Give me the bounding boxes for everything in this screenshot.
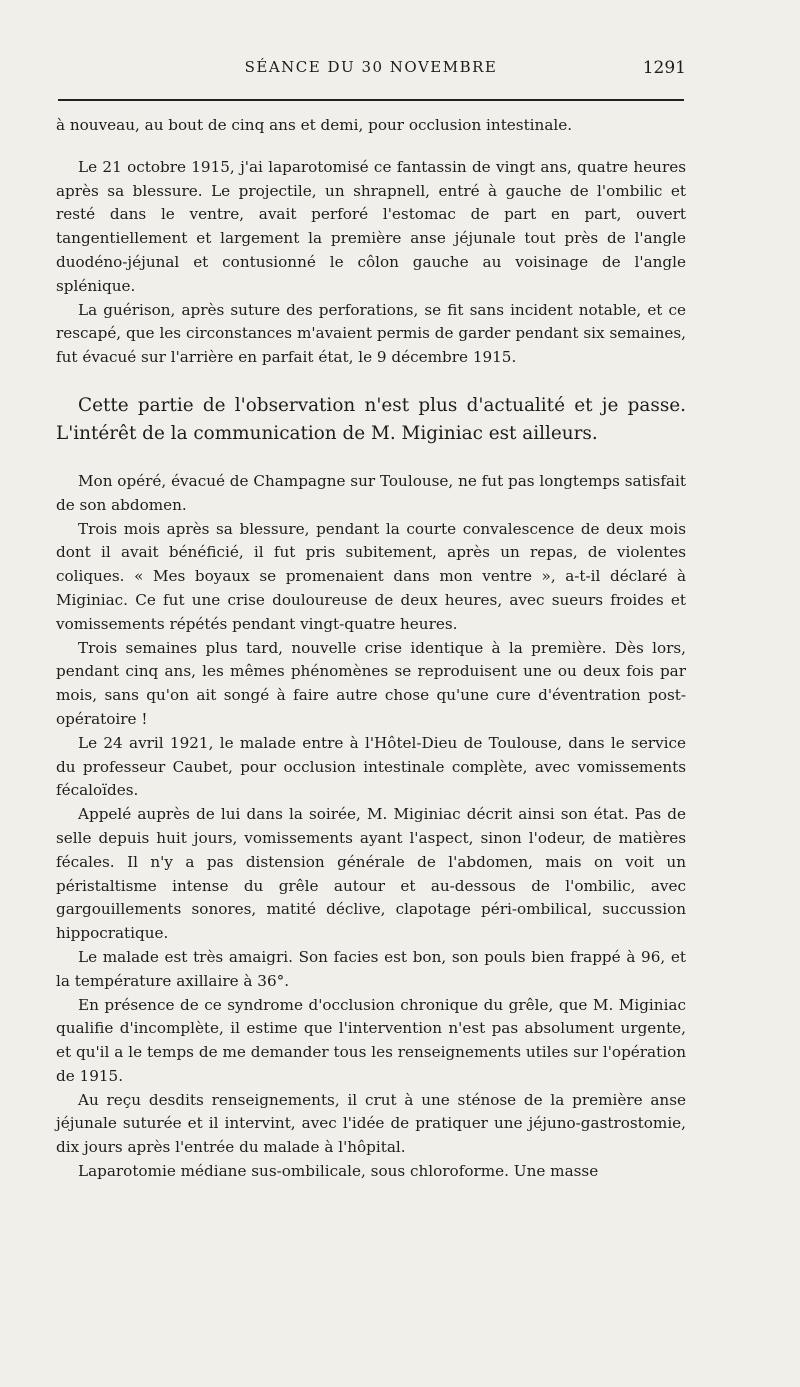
paragraph-assessment: En présence de ce syndrome d'occlusion chronique du grêle, que M. Miginiac qualifie d'incomplète, il estime que l'intervention n'est pas absolument urgente, et qu'il a le temps de me demander tous les renseignements utiles sur l'opération de 1915.	[56, 995, 686, 1085]
paragraph-continuation: à nouveau, au bout de cinq ans et demi, pour occlusion intestinale.	[56, 116, 573, 134]
paragraph-recurrence: Trois semaines plus tard, nouvelle crise identique à la première. Dès lors, pendant cinq ans, les mêmes phénomènes se reproduisent une ou deux fois par mois, sans qu'on ait songé à faire autre chose qu'une cure d'éventration post-opératoire !	[56, 638, 686, 728]
paragraph-intervention: Au reçu desdits renseignements, il crut à une sténose de la première anse jéjunale suturée et il intervint, avec l'idée de pratiquer une jéjuno-gastrostomie, dix jours après l'entrée du malade à l'hôpital.	[56, 1090, 686, 1157]
paragraph-evacuation: Mon opéré, évacué de Champagne sur Toulouse, ne fut pas longtemps satisfait de son abdomen.	[56, 471, 686, 514]
paragraph-examination: Appelé auprès de lui dans la soirée, M. Miginiac décrit ainsi son état. Pas de selle depuis huit jours, vomissements ayant l'aspect, sinon l'odeur, de matières fécales. Il n'y a pas distension générale de l'abdomen, mais on voit un péristaltisme intense du grêle autour et au-dessous de l'ombilic, avec gargouillements sonores, matité déclive, clapotage péri-ombilical, succussion hippocratique.	[56, 805, 686, 943]
paragraph-recovery: La guérison, après suture des perforations, se fit sans incident notable, et ce rescapé, que les circonstances m'avaient permis de garder pendant six semaines, fut évacué sur l'arrière en parfait état, le 9 décembre 1915.	[56, 300, 686, 367]
paragraph-patient-state: Le malade est très amaigri. Son facies est bon, son pouls bien frappé à 96, et la température axillaire à 36°.	[56, 947, 686, 990]
page-header	[56, 58, 686, 86]
paragraph-transition: Cette partie de l'observation n'est plus d'actualité et je passe. L'intérêt de la communication de M. Miginiac est ailleurs.	[56, 394, 686, 444]
header-rule	[58, 99, 684, 101]
running-title: SÉANCE DU 30 NOVEMBRE	[244, 58, 498, 76]
paragraph-case-1915: Le 21 octobre 1915, j'ai laparotomisé ce fantassin de vingt ans, quatre heures après sa blessure. Le projectile, un shrapnell, entré à gauche de l'ombilic et resté dans le ventre, avait perforé l'estomac de part en part, ouvert tangentiellement et largement la première anse jéjunale tout près de l'angle duodéno-jéjunal et contusionné le côlon gauche au voisinage de l'angle splénique.	[56, 157, 686, 295]
body-text	[56, 114, 686, 1184]
paragraph-admission: Le 24 avril 1921, le malade entre à l'Hôtel-Dieu de Toulouse, dans le service du professeur Caubet, pour occlusion intestinale complète, avec vomissements fécaloïdes.	[56, 733, 686, 800]
page-number: 1291	[642, 58, 686, 78]
paragraph-first-crisis: Trois mois après sa blessure, pendant la courte convalescence de deux mois dont il avait bénéficié, il fut pris subitement, après un repas, de violentes coliques. « Mes boyaux se promenaient dans mon ventre », a-t-il déclaré à Miginiac. Ce fut une crise douloureuse de deux heures, avec sueurs froides et vomissements répétés pendant vingt-quatre heures.	[56, 519, 686, 633]
paragraph-laparotomy: Laparotomie médiane sus-ombilicale, sous chloroforme. Une masse	[78, 1162, 599, 1181]
